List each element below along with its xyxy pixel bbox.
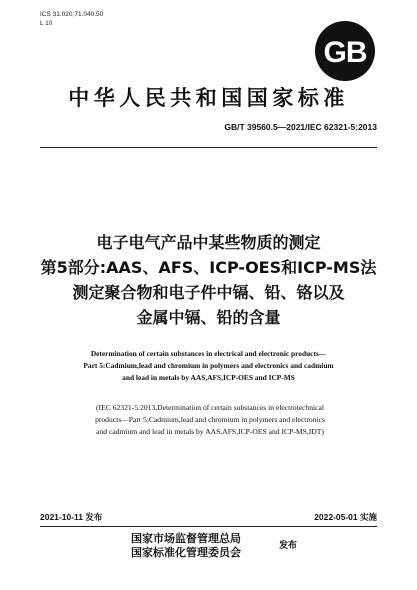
ccs-line: L 10 — [40, 20, 53, 27]
chinese-title-line-1: 电子电气产品中某些物质的测定 — [96, 233, 321, 252]
english-title-line-3: and lead in metals by AAS,AFS,ICP-OES and ICP-MS — [122, 373, 295, 382]
implementation-date: 2022-05-01 实施 — [314, 512, 377, 522]
english-title — [40, 348, 377, 384]
ics-line: ICS 31.020;71.040.50 — [40, 11, 104, 18]
english-title-line-2: Part 5:Cadmium,lead and chromium in polymers and electronics and cadmium — [83, 361, 334, 370]
idt-line-1: (IEC 62321-5:2013,Determination of certain substances in electrotechnical — [96, 403, 324, 412]
publish-label: 发布 — [279, 541, 298, 551]
publisher-samr: 国家市场监督管理总局 — [131, 532, 241, 545]
chinese-title-line-3: 测定聚合物和电子件中镉、铅、铬以及 — [72, 283, 345, 302]
standard-number: GB/T 39560.5—2021/IEC 62321-5:2013 — [224, 122, 377, 132]
issue-date: 2021-10-11 发布 — [40, 512, 103, 522]
national-standard-title: 中华人民共和国国家标准 — [68, 86, 349, 110]
ics-code — [40, 10, 103, 28]
chinese-title-line-4: 金属中镉、铅的含量 — [136, 308, 281, 327]
publisher-sac: 国家标准化管理委员会 — [131, 546, 241, 559]
chinese-title — [0, 230, 417, 330]
top-divider — [40, 147, 377, 148]
idt-line-3: and cadmium and lead in metals by AAS,AFS,ICP-OES and ICP-MS,IDT) — [96, 427, 324, 436]
chinese-title-line-2: 第5部分:AAS、AFS、ICP-OES和ICP-MS法 — [40, 258, 377, 277]
gb-logo-text: GB — [323, 36, 367, 69]
publisher-block — [131, 532, 241, 560]
idt-line-2: products—Part 5:Cadmium,lead and chromium in polymers and electronics — [95, 415, 325, 424]
idt-note — [50, 402, 370, 438]
english-title-line-1: Determination of certain substances in electrical and electronic products— — [90, 349, 327, 358]
gb-logo — [314, 20, 376, 82]
bottom-divider — [40, 526, 377, 527]
